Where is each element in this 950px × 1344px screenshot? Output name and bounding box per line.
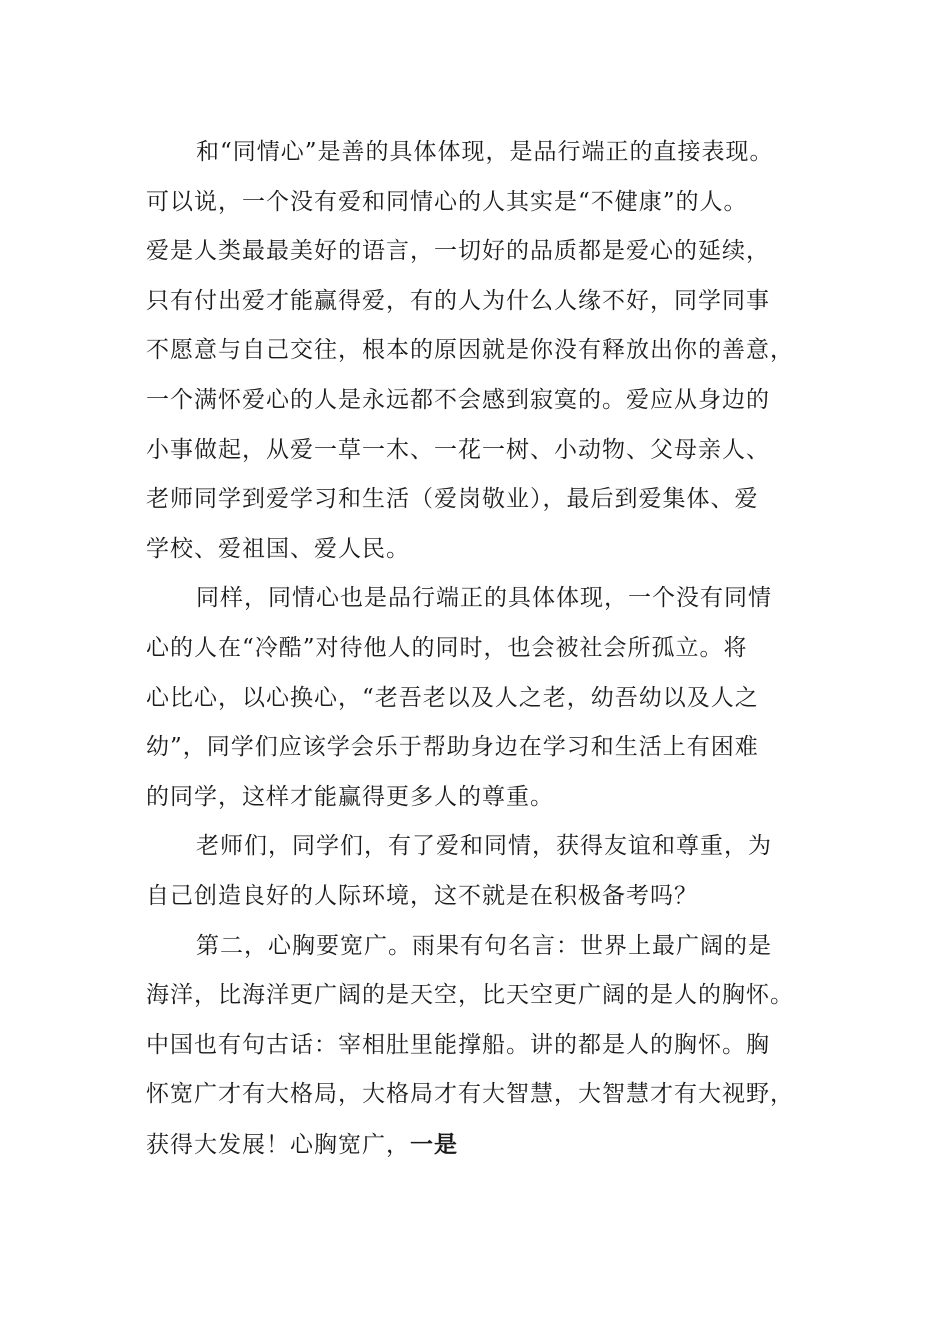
text-line: 中国也有句古话：宰相肚里能撑船。讲的都是人的胸怀。胸 (146, 1031, 770, 1058)
bold-text-segment: 一是 (410, 1130, 458, 1158)
text-line: 幼”，同学们应该学会乐于帮助身边在学习和生活上有困难 (146, 734, 759, 761)
text-line: 学校、爱祖国、爱人民。 (146, 535, 410, 562)
text-line: 一个满怀爱心的人是永远都不会感到寂寞的。爱应从身边的 (146, 386, 770, 413)
text-line-last (146, 1120, 826, 1170)
text-line: 小事做起，从爱一草一木、一花一树、小动物、父母亲人、 (146, 436, 770, 463)
text-line: 只有付出爱才能赢得爱，有的人为什么人缘不好，同学同事 (146, 287, 770, 314)
text-line: 海洋，比海洋更广阔的是天空，比天空更广阔的是人的胸怀。 (146, 982, 794, 1009)
text-line: 不愿意与自己交往，根本的原因就是你没有释放出你的善意， (146, 337, 794, 364)
document-body (146, 128, 826, 1169)
text-line: 怀宽广才有大格局，大格局才有大智慧，大智慧才有大视野， (146, 1081, 794, 1108)
text-line: 心比心，以心换心，“老吾老以及人之老，幼吾幼以及人之 (146, 684, 759, 711)
text-line: 自己创造良好的人际环境，这不就是在积极备考吗？ (146, 882, 698, 909)
text-line: 和“同情心”是善的具体体现，是品行端正的直接表现。 (196, 139, 774, 165)
text-line: 同样，同情心也是品行端正的具体体现，一个没有同情 (196, 585, 772, 612)
text-line: 老师们，同学们，有了爱和同情，获得友谊和尊重，为 (196, 833, 772, 860)
text-line: 老师同学到爱学习和生活（爱岗敬业），最后到爱集体、爱 (146, 486, 759, 513)
text-line: 的同学，这样才能赢得更多人的尊重。 (146, 783, 554, 810)
text-line: 第二，心胸要宽广。雨果有句名言：世界上最广阔的是 (196, 932, 772, 959)
text-line: 可以说，一个没有爱和同情心的人其实是“不健康”的人。 (146, 188, 748, 215)
text-line: 爱是人类最最美好的语言，一切好的品质都是爱心的延续， (146, 238, 770, 265)
text-line: 心的人在“冷酷”对待他人的同时，也会被社会所孤立。将 (146, 634, 748, 661)
text-segment: 获得大发展！心胸宽广， (146, 1131, 410, 1158)
